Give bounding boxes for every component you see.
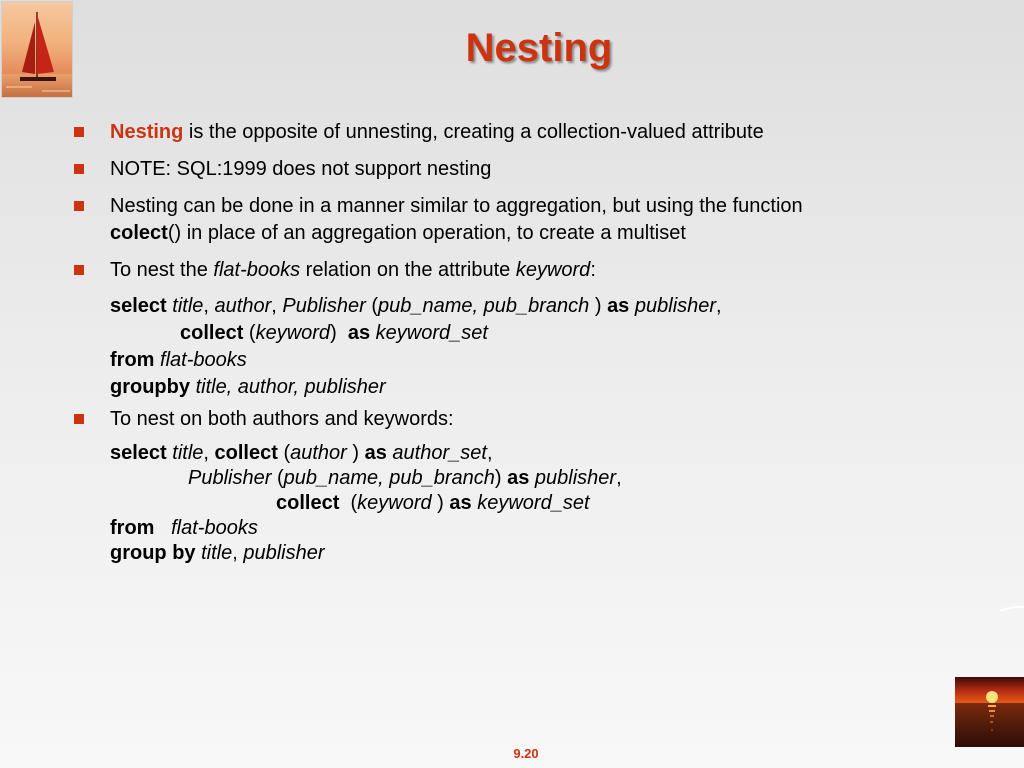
sql-identifier: title, author, publisher — [195, 376, 386, 398]
sql-identifier: title — [172, 295, 204, 317]
query2-line-collect: collect (keyword ) as keyword_set — [276, 492, 590, 514]
bullet-text: NOTE: SQL:1999 does not support nesting — [110, 158, 492, 180]
sql-identifier: author — [290, 442, 347, 464]
query-nest-authors-keywords — [110, 441, 990, 566]
bullet-item-nest-flat-books — [110, 257, 990, 284]
bullet-text: is the opposite of unnesting, creating a collection-valued attribute — [183, 121, 764, 143]
nesting-highlight: Nesting — [110, 121, 184, 143]
query1-line-select — [110, 293, 990, 320]
punct: , — [271, 295, 277, 317]
query-nest-keyword — [110, 293, 990, 401]
slide-title: Nesting — [465, 26, 613, 70]
sql-identifier: Publisher — [282, 295, 366, 317]
sql-keyword: select — [110, 295, 167, 317]
query1-line-collect: collect (keyword) as keyword_set — [180, 322, 488, 344]
sql-keyword: group by — [110, 542, 196, 564]
sql-identifier: publisher — [534, 467, 617, 489]
sql-identifier: pub_name, pub_branch — [283, 467, 495, 489]
query2-line-from — [110, 516, 990, 541]
sql-keyword: as — [449, 492, 472, 514]
bullet-text-line2: () in place of an aggregation operation, to create a multiset — [167, 222, 686, 244]
query2-line-publisher: Publisher (pub_name, pub_branch) as publisher, — [188, 467, 622, 489]
sql-identifier: keyword_set — [375, 322, 488, 344]
bullet-item-nest-authors-keywords — [110, 406, 990, 433]
sql-keyword: from — [110, 517, 155, 539]
sql-keyword: from — [110, 349, 155, 371]
sql-keyword: groupby — [110, 376, 190, 398]
query1-line-from — [110, 347, 990, 374]
sql-keyword: select — [110, 442, 167, 464]
sql-keyword: as — [607, 295, 630, 317]
bullet-item-collect-function — [110, 193, 990, 247]
query2-line-groupby: group by title, publisher — [110, 542, 325, 564]
decorative-arc — [1000, 606, 1024, 612]
bullet-text: To nest on both authors and keywords: — [110, 408, 454, 430]
sql-keyword: as — [347, 322, 371, 344]
sql-identifier: author_set — [392, 442, 487, 464]
sql-identifier: keyword — [357, 492, 432, 514]
sql-identifier: author — [214, 295, 272, 317]
bullet-item-sql1999-note — [110, 156, 990, 183]
bullet-text: : — [590, 259, 596, 281]
punct: , — [716, 295, 722, 317]
sql-identifier: pub_name, pub_branch — [378, 295, 590, 317]
page-number: 9.20 — [513, 746, 539, 761]
sql-identifier: keyword_set — [477, 492, 590, 514]
punct: ( — [371, 295, 378, 317]
sql-identifier: publisher — [243, 542, 325, 564]
sql-identifier: title — [172, 442, 204, 464]
punct: ) — [589, 295, 602, 317]
bullet-text: To nest the — [110, 259, 214, 281]
attribute-name: keyword — [515, 259, 591, 281]
bullet-text: relation on the attribute — [300, 259, 516, 281]
sql-identifier: title — [201, 542, 233, 564]
bullet-text-line1: Nesting can be done in a manner similar to aggregation, but using the function — [110, 195, 803, 217]
query2-line-select: select title, collect (author ) as author_set, — [110, 442, 493, 464]
sql-identifier: flat-books — [160, 349, 247, 371]
sql-keyword: as — [364, 442, 387, 464]
sql-identifier: Publisher — [188, 467, 272, 489]
bullet-item-nesting-definition — [110, 119, 990, 146]
relation-name: flat-books — [213, 259, 301, 281]
sql-keyword: as — [507, 467, 530, 489]
query1-line-groupby — [110, 374, 990, 401]
sql-identifier: keyword — [255, 322, 331, 344]
collect-keyword: colect — [110, 222, 168, 244]
sql-identifier: flat-books — [171, 517, 258, 539]
sql-keyword: collect — [214, 442, 278, 464]
punct: , — [203, 295, 209, 317]
sql-keyword: collect — [276, 492, 340, 514]
sql-identifier: publisher — [634, 295, 717, 317]
sql-keyword: collect — [180, 322, 244, 344]
sunset-image — [955, 677, 1024, 747]
